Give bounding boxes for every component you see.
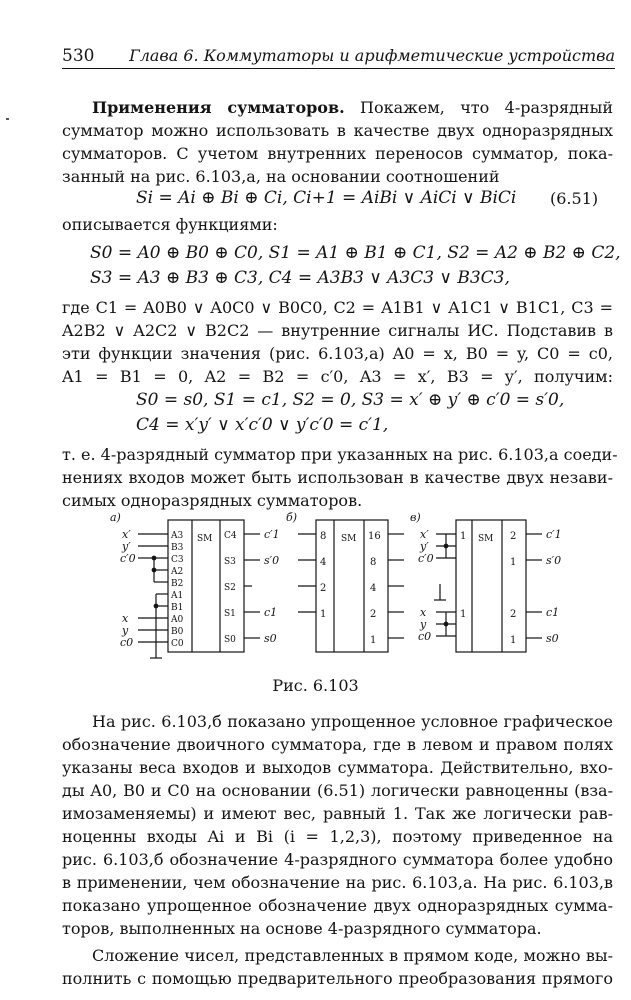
pin-b0: B0	[171, 627, 184, 637]
pin-s2: S2	[224, 583, 236, 593]
panel-v	[410, 511, 562, 652]
signal-s0-v: s0	[546, 632, 559, 645]
signal-s0-prime-a: s′0	[264, 554, 280, 567]
panel-a-label: а)	[110, 511, 121, 524]
para1-line1	[92, 96, 613, 119]
para5-line8: в применении, чем обозначение на рис. 6.103,а. На рис. 6.103,в	[62, 873, 613, 892]
signal-s0-a: s0	[264, 632, 277, 645]
weight-in-1: 1	[320, 609, 327, 620]
weight-in-8: 8	[320, 531, 327, 542]
block-label-sm-a: SM	[197, 534, 213, 544]
signal-y-a: y	[122, 624, 129, 637]
para4-line2: нениях входов может быть использован в качестве двух незави-	[62, 468, 613, 487]
weight-out-1: 1	[370, 635, 377, 646]
signal-y-v: y	[420, 618, 427, 631]
pin-a1: A1	[171, 591, 184, 601]
signal-x-prime-v: x′	[420, 528, 429, 541]
equation-s3-c4: S3 = A3 ⊕ B3 ⊕ C3, C4 = A3B3 ∨ A3C3 ∨ B3C3,	[90, 268, 510, 288]
para1-line1-rest: Покажем, что 4-разрядный	[360, 98, 613, 117]
signal-c0-v: c0	[418, 630, 432, 643]
pin-b3: B3	[171, 543, 184, 553]
para6-line2: полнить с помощью предварительного преобразования прямого	[62, 969, 613, 988]
scan-speck	[6, 118, 9, 120]
para1-line4: занный на рис. 6.103,а, на основании соотношений	[62, 167, 500, 186]
figure-6-103	[98, 508, 588, 670]
para1-line3: сумматоров. С учетом внутренних переносов сумматор, пока-	[62, 144, 613, 163]
signal-c0-prime-v: c′0	[418, 552, 434, 565]
equation-s0-s2: S0 = A0 ⊕ B0 ⊕ C0, S1 = A1 ⊕ B1 ⊕ C1, S2 = A2 ⊕ B2 ⊕ C2,	[90, 243, 621, 263]
panel-v-label: в)	[410, 511, 421, 524]
para4-line1: т. е. 4-разрядный сумматор при указанных на рис. 6.103,а соеди-	[62, 445, 618, 464]
equation-number: (6.51)	[550, 189, 599, 208]
signal-s0-prime-v: s′0	[546, 554, 562, 567]
para6-line1: Сложение чисел, представленных в прямом коде, можно вы-	[92, 946, 613, 965]
para3-line1: где C1 = A0B0 ∨ A0C0 ∨ B0C0, C2 = A1B1 ∨ A1C1 ∨ B1C1, C3 =	[62, 298, 613, 317]
weight-out-2-upper: 2	[510, 531, 517, 542]
para5-line3: указаны веса входов и выходов сумматора. Действительно, вхо-	[62, 758, 613, 777]
pin-a3: A3	[171, 531, 184, 541]
pin-a2: A2	[171, 567, 184, 577]
pin-s0: S0	[224, 635, 236, 645]
signal-c1-prime-a: c′1	[264, 528, 280, 541]
para3-line2: A2B2 ∨ A2C2 ∨ B2C2 — внутренние сигналы ИС. Подставив в	[62, 321, 613, 340]
para5-line10: торов, выполненных на основе 4-разрядного сумматора.	[62, 919, 542, 938]
running-header	[62, 46, 615, 69]
pin-s1: S1	[224, 609, 236, 619]
pin-c3: C3	[171, 555, 184, 565]
para5-line5: имозаменяемы) и имеют вес, равный 1. Так же логически рав-	[62, 804, 613, 823]
signal-x-v: x	[420, 606, 427, 619]
para3-line3: эти функции значения (рис. 6.103,а) A0 = x, B0 = y, C0 = c0,	[62, 344, 613, 363]
signal-x-prime-a: x′	[122, 528, 131, 541]
pin-c0: C0	[171, 639, 184, 649]
signal-c1-v: c1	[546, 606, 560, 619]
block-label-sm-b: SM	[341, 534, 357, 544]
weight-out-1-lower: 1	[510, 635, 517, 646]
equation-substituted-2: C4 = x′y′ ∨ x′c′0 ∨ y′c′0 = c′1,	[136, 415, 389, 435]
para5-line6: ноценны входы Ai и Bi (i = 1,2,3), поэтому приведенное на	[62, 827, 613, 846]
page-number: 530	[62, 46, 95, 66]
weight-in-4: 4	[320, 557, 327, 568]
para5-line2: обозначение двоичного сумматора, где в левом и правом полях	[62, 735, 613, 754]
weight-in-lower: 1	[460, 609, 467, 620]
signal-c1-prime-v: c′1	[546, 528, 562, 541]
para5-line1: На рис. 6.103,б показано упрощенное условное графическое	[92, 712, 613, 731]
weight-out-4: 4	[370, 583, 377, 594]
signal-c0-prime-a: c′0	[120, 552, 136, 565]
panel-a	[110, 511, 280, 658]
equation-651: Si = Ai ⊕ Bi ⊕ Ci, Ci+1 = AiBi ∨ AiCi ∨ BiCi	[136, 188, 517, 208]
para5-line4: ды A0, B0 и C0 на основании (6.51) логически равноценны (вза-	[62, 781, 613, 800]
figure-caption: Рис. 6.103	[272, 676, 359, 695]
para5-line9: показано упрощенное обозначение двух одноразрядных сумма-	[62, 896, 613, 915]
equation-substituted-1: S0 = s0, S1 = c1, S2 = 0, S3 = x′ ⊕ y′ ⊕ c′0 = s′0,	[136, 390, 565, 410]
weight-in-upper: 1	[460, 531, 467, 542]
weight-out-2: 2	[370, 609, 377, 620]
weight-out-8: 8	[370, 557, 377, 568]
block-label-sm-v: SM	[478, 534, 494, 544]
pin-b1: B1	[171, 603, 184, 613]
weight-out-16: 16	[368, 531, 381, 542]
signal-y-prime-a: y′	[122, 540, 131, 553]
pin-b2: B2	[171, 579, 184, 589]
chapter-title: Глава 6. Коммутаторы и арифметические устройства	[129, 46, 615, 65]
signal-c0-a: c0	[120, 636, 134, 649]
section-heading: Применения сумматоров.	[92, 98, 345, 117]
signal-y-prime-v: y′	[420, 540, 429, 553]
panel-b-label: б)	[286, 511, 298, 524]
weight-out-1-upper: 1	[510, 557, 517, 568]
pin-s3: S3	[224, 557, 236, 567]
para5-line7: рис. 6.103,б обозначение 4-разрядного сумматора более удобно	[62, 850, 613, 869]
weight-in-2: 2	[320, 583, 327, 594]
pin-a0: A0	[171, 615, 184, 625]
para4-line3: симых одноразрядных сумматоров.	[62, 491, 363, 510]
para3-line4: A1 = B1 = 0, A2 = B2 = c′0, A3 = x′, B3 = y′, получим:	[62, 367, 613, 386]
signal-c1-a: c1	[264, 606, 278, 619]
para2-line: описывается функциями:	[62, 215, 278, 234]
para1-line2: сумматор можно использовать в качестве двух одноразрядных	[62, 121, 613, 140]
pin-c4: C4	[224, 531, 237, 541]
weight-out-2-lower: 2	[510, 609, 517, 620]
signal-x-a: x	[122, 612, 129, 625]
panel-b	[286, 511, 404, 652]
